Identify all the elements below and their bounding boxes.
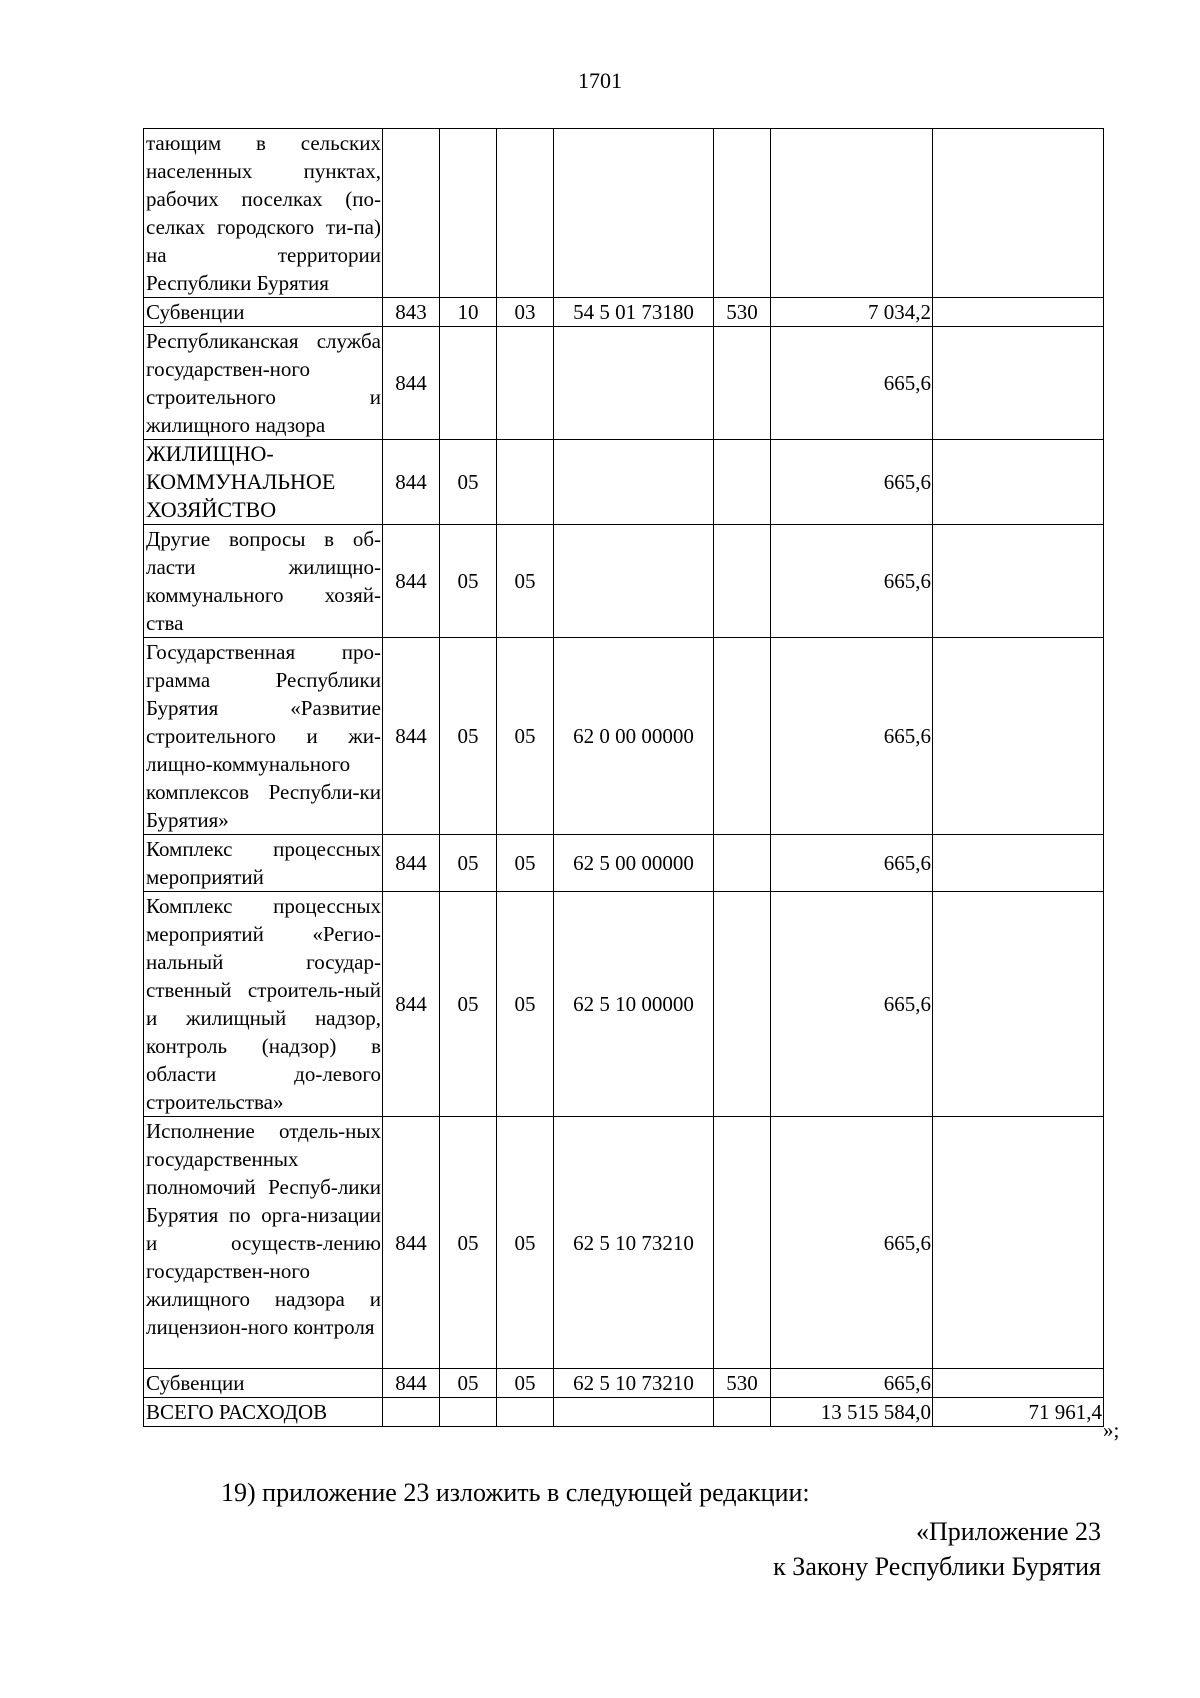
cell-vr: [714, 525, 771, 638]
row-name: ЖИЛИЩНО-КОММУНАЛЬНОЕ ХОЗЯЙСТВО: [144, 440, 383, 525]
cell-rz: 05: [440, 1369, 497, 1398]
cell-gr: 844: [383, 638, 440, 835]
cell-pr: [497, 327, 554, 440]
cell-gr: 843: [383, 298, 440, 327]
cell-csr: 54 5 01 73180: [554, 298, 714, 327]
amendment-item: 19) приложение 23 изложить в следующей редакции:: [221, 1478, 810, 1507]
row-name: Государственная про-грамма Республики Бурятия «Развитие строительного и жи-лищно-коммунального комплексов Республи-ки Бурятия»: [144, 638, 383, 835]
cell-vr: [714, 327, 771, 440]
cell-pr: 05: [497, 892, 554, 1117]
appendix-title: «Приложение 23: [915, 1517, 1101, 1546]
cell-gr: 844: [383, 440, 440, 525]
cell-sum2: [933, 638, 1104, 835]
cell-gr: 844: [383, 327, 440, 440]
cell-sum2: [933, 835, 1104, 892]
cell-sum1: [771, 129, 933, 298]
table-row: [144, 835, 1104, 892]
cell-pr: 05: [497, 1117, 554, 1369]
cell-sum1: 7 034,2: [771, 298, 933, 327]
table-row: [144, 298, 1104, 327]
row-name: Субвенции: [144, 1369, 383, 1398]
cell-pr: [497, 129, 554, 298]
row-name: ВСЕГО РАСХОДОВ: [144, 1398, 383, 1427]
cell-gr: 844: [383, 835, 440, 892]
table-row: [144, 525, 1104, 638]
appendix-subtitle: к Закону Республики Бурятия: [773, 1552, 1101, 1581]
cell-csr: [554, 129, 714, 298]
row-name: Республиканская служба государствен-ного строительного и жилищного надзора: [144, 327, 383, 440]
cell-sum2: 71 961,4: [933, 1398, 1104, 1427]
row-name: тающим в сельских населенных пунктах, рабочих поселках (по-селках городского ти-па) на территории Республики Бурятия: [144, 129, 383, 298]
cell-pr: 05: [497, 835, 554, 892]
cell-csr: 62 5 10 73210: [554, 1117, 714, 1369]
cell-gr: 844: [383, 525, 440, 638]
cell-gr: 844: [383, 892, 440, 1117]
table-row: [144, 129, 1104, 298]
cell-rz: 05: [440, 835, 497, 892]
cell-vr: [714, 1117, 771, 1369]
cell-rz: 05: [440, 1117, 497, 1369]
table-row: [144, 1369, 1104, 1398]
cell-sum1: 665,6: [771, 440, 933, 525]
closing-quote-mark: »;: [1103, 1418, 1120, 1442]
cell-vr: 530: [714, 298, 771, 327]
cell-sum2: [933, 440, 1104, 525]
cell-sum1: 665,6: [771, 892, 933, 1117]
cell-sum2: [933, 1117, 1104, 1369]
cell-csr: 62 5 10 00000: [554, 892, 714, 1117]
cell-vr: [714, 835, 771, 892]
cell-vr: 530: [714, 1369, 771, 1398]
cell-sum2: [933, 298, 1104, 327]
cell-vr: [714, 440, 771, 525]
cell-vr: [714, 1398, 771, 1427]
row-name: Другие вопросы в об-ласти жилищно-коммунального хозяй-ства: [144, 525, 383, 638]
cell-sum1: 665,6: [771, 638, 933, 835]
cell-rz: 10: [440, 298, 497, 327]
cell-csr: [554, 327, 714, 440]
cell-pr: 03: [497, 298, 554, 327]
cell-csr: 62 5 10 73210: [554, 1369, 714, 1398]
cell-rz: [440, 327, 497, 440]
cell-gr: 844: [383, 1117, 440, 1369]
cell-sum2: [933, 1369, 1104, 1398]
cell-sum1: 665,6: [771, 1117, 933, 1369]
cell-pr: 05: [497, 638, 554, 835]
cell-sum2: [933, 129, 1104, 298]
cell-rz: [440, 1398, 497, 1427]
table-row: [144, 638, 1104, 835]
cell-csr: [554, 1398, 714, 1427]
cell-vr: [714, 638, 771, 835]
cell-rz: 05: [440, 638, 497, 835]
table-row: [144, 440, 1104, 525]
cell-gr: [383, 129, 440, 298]
cell-sum1: 13 515 584,0: [771, 1398, 933, 1427]
cell-rz: 05: [440, 892, 497, 1117]
table-row: [144, 892, 1104, 1117]
cell-sum1: 665,6: [771, 327, 933, 440]
cell-rz: [440, 129, 497, 298]
appendix-header: [773, 1514, 1101, 1584]
cell-gr: 844: [383, 1369, 440, 1398]
cell-sum2: [933, 525, 1104, 638]
cell-vr: [714, 129, 771, 298]
cell-pr: [497, 1398, 554, 1427]
cell-csr: [554, 525, 714, 638]
page-number: 1701: [578, 68, 622, 93]
cell-sum1: 665,6: [771, 525, 933, 638]
cell-pr: 05: [497, 1369, 554, 1398]
cell-sum2: [933, 892, 1104, 1117]
table-row-total: [144, 1398, 1104, 1427]
table-row: [144, 1117, 1104, 1369]
row-name: Исполнение отдель-ных государственных полномочий Респуб-лики Бурятия по орга-низации и осуществ-лению государствен-ного жилищного надзора и лицензион-ного контроля: [144, 1117, 383, 1369]
cell-sum1: 665,6: [771, 835, 933, 892]
budget-table: [143, 128, 1104, 1427]
cell-gr: [383, 1398, 440, 1427]
cell-rz: 05: [440, 525, 497, 638]
cell-vr: [714, 892, 771, 1117]
row-name: Комплекс процессных мероприятий «Регио-нальный государ-ственный строитель-ный и жилищный надзор, контроль (надзор) в области до-левого строительства»: [144, 892, 383, 1117]
cell-pr: 05: [497, 525, 554, 638]
table-row: [144, 327, 1104, 440]
cell-sum1: 665,6: [771, 1369, 933, 1398]
cell-sum2: [933, 327, 1104, 440]
cell-csr: 62 5 00 00000: [554, 835, 714, 892]
row-name: Комплекс процессных мероприятий: [144, 835, 383, 892]
row-name: Субвенции: [144, 298, 383, 327]
cell-csr: [554, 440, 714, 525]
cell-csr: 62 0 00 00000: [554, 638, 714, 835]
cell-pr: [497, 440, 554, 525]
cell-rz: 05: [440, 440, 497, 525]
